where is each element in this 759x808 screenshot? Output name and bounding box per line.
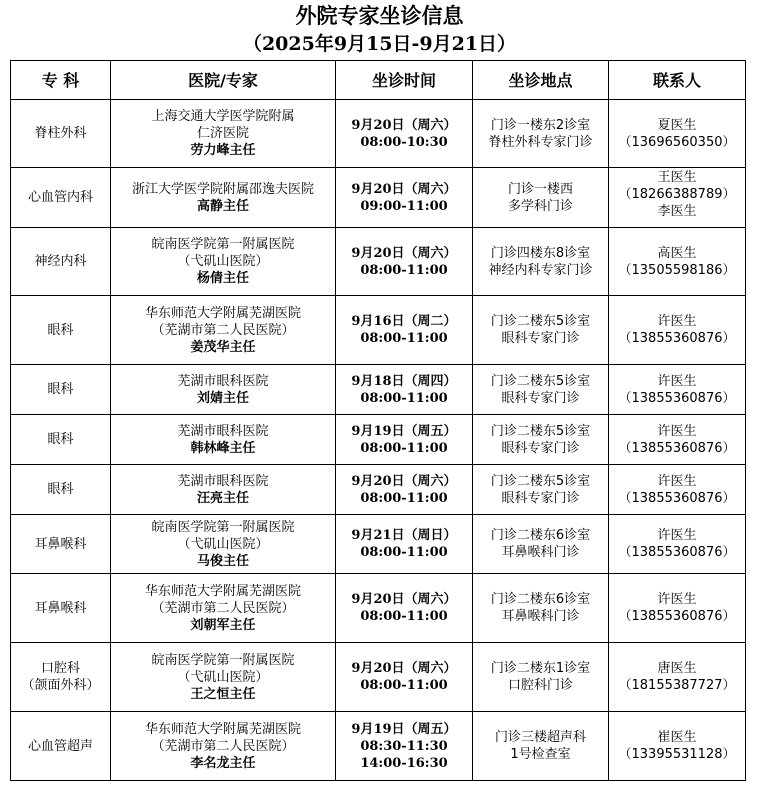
contact-cell xyxy=(609,574,746,643)
header-hospital: 医院/专家 xyxy=(111,61,336,100)
hospital-cell-line: 皖南医学院第一附属医院 xyxy=(151,519,295,535)
contact-cell-line: 夏医生 xyxy=(657,117,697,133)
contact-cell-line: （18266388789） xyxy=(618,186,736,202)
contact-cell xyxy=(609,296,746,365)
time-cell-line: 08:00-11:00 xyxy=(360,440,448,456)
dept-cell-line: 口腔科 xyxy=(40,661,80,676)
hospital-cell-line: 华东师范大学附属芜湖医院 xyxy=(144,583,301,599)
time-cell xyxy=(336,100,473,168)
dept-cell xyxy=(11,365,111,415)
dept-cell-line: 心血管超声 xyxy=(27,738,93,754)
table-row xyxy=(11,415,746,465)
dept-cell xyxy=(11,228,111,296)
hospital-cell xyxy=(111,296,336,365)
time-cell-line: 08:00-11:00 xyxy=(360,678,448,693)
contact-cell xyxy=(609,712,746,781)
contact-cell-line: 高医生 xyxy=(657,245,697,261)
time-cell xyxy=(336,168,473,228)
hospital-cell xyxy=(111,712,336,781)
dept-cell-line: 眼科 xyxy=(47,382,74,397)
location-cell-line: 门诊二楼东5诊室 xyxy=(490,473,591,489)
contact-cell xyxy=(609,643,746,712)
time-cell xyxy=(336,296,473,365)
title-block xyxy=(0,0,759,60)
dept-cell-line: 眼科 xyxy=(47,482,74,497)
dept-cell-line: 神经内科 xyxy=(34,254,87,269)
hospital-cell xyxy=(111,643,336,712)
time-cell-line: 9月19日（周五） xyxy=(351,721,457,737)
dept-cell xyxy=(11,712,111,781)
location-cell-line: 门诊二楼东5诊室 xyxy=(490,423,591,439)
hospital-cell-line: 芜湖市眼科医院 xyxy=(177,373,269,389)
contact-cell xyxy=(609,168,746,228)
contact-cell-line: （13855360876） xyxy=(618,545,736,560)
table-row xyxy=(11,365,746,415)
doctor-name: 王之恒主任 xyxy=(190,686,256,702)
location-cell-line: 眼科专家门诊 xyxy=(501,440,580,456)
time-cell-line: 9月20日（周六） xyxy=(351,117,457,133)
contact-cell-line: （13696560350） xyxy=(618,134,736,150)
time-cell-line: 09:00-11:00 xyxy=(360,198,448,214)
dept-cell xyxy=(11,296,111,365)
location-cell xyxy=(473,228,609,296)
location-cell-line: 门诊二楼东6诊室 xyxy=(490,528,591,543)
contact-cell xyxy=(609,100,746,168)
location-cell-line: 门诊二楼东1诊室 xyxy=(490,661,591,676)
contact-cell-line: 许医生 xyxy=(657,528,697,543)
hospital-cell xyxy=(111,100,336,168)
hospital-cell-line: （芜湖市第二人民医院） xyxy=(151,600,295,616)
location-cell-line: 门诊二楼东6诊室 xyxy=(490,592,591,607)
dept-cell-line: 脊柱外科 xyxy=(34,126,87,141)
time-cell xyxy=(336,712,473,781)
location-cell xyxy=(473,643,609,712)
contact-cell-line: （13855360876） xyxy=(618,490,736,506)
doctor-name: 劳力峰主任 xyxy=(190,143,256,158)
dept-cell xyxy=(11,643,111,712)
time-cell xyxy=(336,465,473,515)
hospital-cell xyxy=(111,365,336,415)
time-cell-line: 14:00-16:30 xyxy=(360,755,448,771)
table-body xyxy=(11,100,746,781)
location-cell xyxy=(473,712,609,781)
hospital-cell-line: 芜湖市眼科医院 xyxy=(177,423,269,439)
table-row xyxy=(11,574,746,643)
header-contact: 联系人 xyxy=(609,61,746,100)
time-cell xyxy=(336,228,473,296)
hospital-cell xyxy=(111,574,336,643)
hospital-cell-line: （芜湖市第二人民医院） xyxy=(151,322,295,338)
contact-cell-line: 崔医生 xyxy=(657,730,697,745)
contact-cell-line: （13505598186） xyxy=(618,262,736,278)
location-cell xyxy=(473,515,609,574)
time-cell xyxy=(336,365,473,415)
table-row xyxy=(11,100,746,168)
time-cell xyxy=(336,574,473,643)
time-cell-line: 9月20日（周六） xyxy=(351,592,457,607)
hospital-cell-line: 浙江大学医学院附属邵逸夫医院 xyxy=(131,181,314,197)
contact-cell-line: 唐医生 xyxy=(657,661,697,676)
hospital-cell-line: 皖南医学院第一附属医院 xyxy=(151,237,295,252)
doctor-name: 韩林峰主任 xyxy=(190,440,256,456)
contact-cell-line: 王医生 xyxy=(657,169,697,185)
dept-cell xyxy=(11,515,111,574)
contact-cell-line: （13855360876） xyxy=(618,390,736,406)
header-dept: 专 科 xyxy=(11,61,111,100)
table-row xyxy=(11,296,746,365)
location-cell xyxy=(473,100,609,168)
table-row xyxy=(11,515,746,574)
dept-cell xyxy=(11,168,111,228)
time-cell-line: 9月19日（周五） xyxy=(351,423,457,439)
hospital-cell-line: 华东师范大学附属芜湖医院 xyxy=(144,721,301,737)
location-cell-line: 门诊二楼东5诊室 xyxy=(490,373,591,389)
header-row xyxy=(11,61,746,100)
location-cell-line: 眼科专家门诊 xyxy=(501,331,580,346)
location-cell-line: 口腔科门诊 xyxy=(507,678,573,693)
doctor-name: 高静主任 xyxy=(196,198,249,214)
hospital-cell-line: 芜湖市眼科医院 xyxy=(177,473,269,489)
table-row xyxy=(11,643,746,712)
dept-cell xyxy=(11,574,111,643)
location-cell-line: 耳鼻喉科门诊 xyxy=(501,545,580,560)
location-cell-line: 耳鼻喉科门诊 xyxy=(501,609,580,624)
location-cell-line: 门诊二楼东5诊室 xyxy=(490,314,591,329)
doctor-name: 李名龙主任 xyxy=(190,755,256,771)
dept-cell-line: 眼科 xyxy=(47,322,74,338)
location-cell-line: 眼科专家门诊 xyxy=(501,490,580,506)
contact-cell-line: 李医生 xyxy=(657,203,697,219)
hospital-cell xyxy=(111,465,336,515)
dept-cell xyxy=(11,415,111,465)
hospital-cell xyxy=(111,415,336,465)
contact-cell-line: 许医生 xyxy=(657,314,697,329)
dept-cell-line: 眼科 xyxy=(47,432,74,447)
dept-cell-line: （颌面外科） xyxy=(21,678,100,693)
location-cell xyxy=(473,365,609,415)
hospital-cell xyxy=(111,228,336,296)
contact-cell xyxy=(609,465,746,515)
time-cell-line: 08:00-11:00 xyxy=(360,262,448,278)
contact-cell-line: （18155387727） xyxy=(618,678,736,693)
contact-cell xyxy=(609,515,746,574)
table-row xyxy=(11,465,746,515)
dept-cell-line: 耳鼻喉科 xyxy=(34,600,87,616)
contact-cell-line: （13395531128） xyxy=(618,747,736,762)
location-cell-line: 1号检查室 xyxy=(510,747,571,762)
doctor-name: 汪亮主任 xyxy=(196,490,249,506)
location-cell xyxy=(473,296,609,365)
time-cell-line: 08:00-11:00 xyxy=(360,545,448,560)
location-cell-line: 门诊三楼超声科 xyxy=(494,730,586,745)
doctor-name: 刘婧主任 xyxy=(196,390,249,406)
dept-cell xyxy=(11,465,111,515)
table-row xyxy=(11,168,746,228)
location-cell-line: 门诊一楼西 xyxy=(507,181,573,197)
time-cell-line: 9月18日（周四） xyxy=(351,373,457,389)
hospital-cell-line: （弋矶山医院） xyxy=(177,536,269,552)
time-cell xyxy=(336,515,473,574)
hospital-cell-line: （芜湖市第二人民医院） xyxy=(151,738,295,754)
time-cell-line: 9月16日（周二） xyxy=(351,314,457,329)
header-time: 坐诊时间 xyxy=(336,61,473,100)
location-cell xyxy=(473,168,609,228)
contact-cell-line: 许医生 xyxy=(657,373,697,389)
contact-cell-line: （13855360876） xyxy=(618,440,736,456)
hospital-cell-line: 皖南医学院第一附属医院 xyxy=(151,652,295,668)
contact-cell-line: （13855360876） xyxy=(618,331,736,346)
schedule-table xyxy=(10,60,746,781)
dept-cell-line: 心血管内科 xyxy=(27,190,93,205)
contact-cell-line: （13855360876） xyxy=(618,609,736,624)
dept-cell-line: 耳鼻喉科 xyxy=(34,536,87,552)
hospital-cell-line: （弋矶山医院） xyxy=(177,669,269,685)
doctor-name: 刘朝军主任 xyxy=(190,617,256,633)
location-cell-line: 门诊四楼东8诊室 xyxy=(490,245,591,261)
location-cell-line: 神经内科专家门诊 xyxy=(488,262,593,278)
location-cell xyxy=(473,465,609,515)
hospital-cell xyxy=(111,168,336,228)
time-cell-line: 9月20日（周六） xyxy=(351,661,457,676)
page-title: 外院专家坐诊信息 xyxy=(295,3,464,28)
dept-cell xyxy=(11,100,111,168)
contact-cell-line: 许医生 xyxy=(657,592,697,607)
contact-cell xyxy=(609,365,746,415)
location-cell-line: 脊柱外科专家门诊 xyxy=(488,134,593,150)
doctor-name: 马俊主任 xyxy=(196,553,249,569)
location-cell xyxy=(473,574,609,643)
doctor-name: 姜茂华主任 xyxy=(190,339,256,355)
doctor-name: 杨倩主任 xyxy=(196,271,249,286)
hospital-cell xyxy=(111,515,336,574)
location-cell-line: 多学科门诊 xyxy=(507,198,573,214)
time-cell-line: 08:00-11:00 xyxy=(360,609,448,624)
time-cell-line: 9月20日（周六） xyxy=(351,245,457,261)
table-row xyxy=(11,712,746,781)
time-cell-line: 08:30-11:30 xyxy=(360,738,448,754)
contact-cell-line: 许医生 xyxy=(657,473,697,489)
table-row xyxy=(11,228,746,296)
hospital-cell-line: （弋矶山医院） xyxy=(177,254,269,269)
time-cell-line: 9月21日（周日） xyxy=(351,528,457,543)
hospital-cell-line: 上海交通大学医学院附属 xyxy=(151,109,295,124)
contact-cell-line: 许医生 xyxy=(657,423,697,439)
time-cell xyxy=(336,415,473,465)
time-cell-line: 08:00-11:00 xyxy=(360,390,448,406)
time-cell-line: 08:00-11:00 xyxy=(360,331,448,346)
contact-cell xyxy=(609,415,746,465)
time-cell-line: 9月20日（周六） xyxy=(351,181,457,197)
location-cell-line: 门诊一楼东2诊室 xyxy=(490,117,591,133)
location-cell-line: 眼科专家门诊 xyxy=(501,390,580,406)
time-cell xyxy=(336,643,473,712)
page-subtitle: （2025年9月15日-9月21日） xyxy=(242,33,517,55)
time-cell-line: 9月20日（周六） xyxy=(351,473,457,489)
time-cell-line: 08:00-10:30 xyxy=(360,134,448,150)
location-cell xyxy=(473,415,609,465)
time-cell-line: 08:00-11:00 xyxy=(360,490,448,506)
contact-cell xyxy=(609,228,746,296)
hospital-cell-line: 仁济医院 xyxy=(196,126,249,141)
header-location: 坐诊地点 xyxy=(473,61,609,100)
hospital-cell-line: 华东师范大学附属芜湖医院 xyxy=(144,305,301,321)
